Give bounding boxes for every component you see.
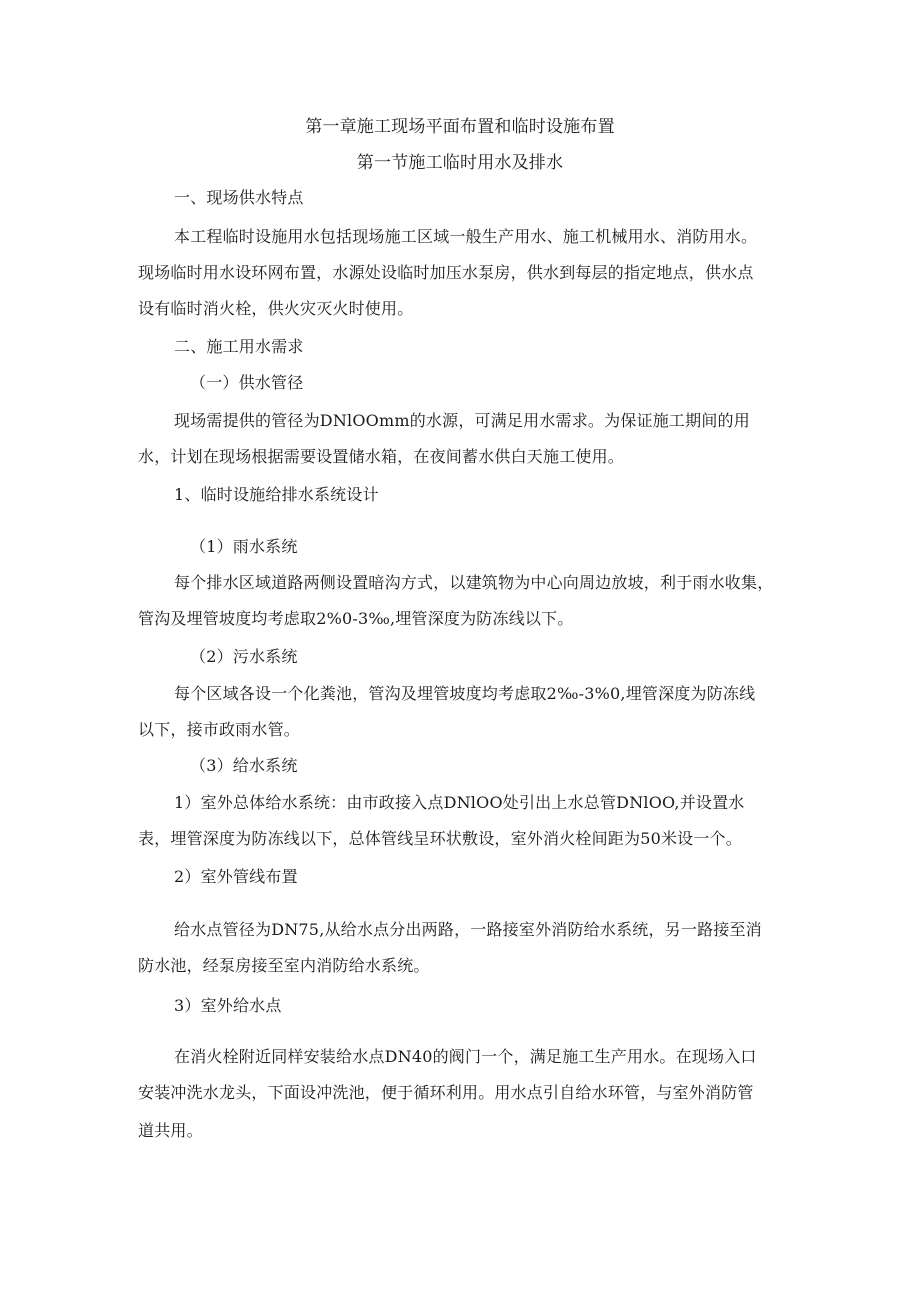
paragraph-line: 本工程临时设施用水包括现场施工区域一般生产用水、施工机械用水、消防用水。: [174, 227, 758, 246]
heading-water-demand: 二、施工用水需求: [174, 337, 304, 356]
heading-drainage-design: 1、临时设施给排水系统设计: [174, 485, 379, 504]
heading-outdoor-pipeline: 2）室外管线布置: [174, 867, 298, 886]
paragraph-line: 每个区域各设一个化粪池，管沟及埋管坡度均考虑取2‰-3%0,埋管深度为防冻线: [174, 684, 756, 703]
heading-rainwater-system: （1）雨水系统: [190, 537, 298, 556]
section-title: 第一节施工临时用水及排水: [356, 153, 564, 173]
paragraph-line: 安装冲洗水龙头，下面设冲洗池，便于循环利用。用水点引自给水环管，与室外消防管: [138, 1083, 754, 1102]
heading-water-supply-system: （3）给水系统: [190, 756, 298, 775]
heading-sewage-system: （2）污水系统: [190, 647, 298, 666]
paragraph-line: 现场临时用水设环网布置，水源处设临时加压水泵房，供水到每层的指定地点，供水点: [138, 263, 754, 282]
paragraph-line: 1）室外总体给水系统：由市政接入点DNlOO处引出上水总管DNlOO,并设置水: [174, 793, 745, 812]
heading-water-supply-features: 一、现场供水特点: [174, 188, 304, 207]
paragraph-line: 表，埋管深度为防冻线以下，总体管线呈环状敷设，室外消火栓间距为50米设一个。: [138, 829, 742, 848]
paragraph-line: 给水点管径为DN75,从给水点分出两路，一路接室外消防给水系统，另一路接至消: [174, 920, 762, 939]
paragraph-line: 水，计划在现场根据需要设置储水箱，在夜间蓄水供白天施工使用。: [138, 447, 625, 466]
paragraph-line: 管沟及埋管坡度均考虑取2%0-3‰,埋管深度为防冻线以下。: [138, 609, 574, 628]
paragraph-line: 每个排水区域道路两侧设置暗沟方式，以建筑物为中心向周边放坡，利于雨水收集，: [174, 573, 774, 592]
paragraph-line: 道共用。: [138, 1121, 203, 1140]
paragraph-line: 以下，接市政雨水管。: [138, 720, 301, 739]
heading-pipe-diameter: （一）供水管径: [190, 373, 304, 392]
paragraph-line: 在消火栓附近同样安装给水点DN40的阀门一个，满足施工生产用水。在现场入口: [174, 1047, 757, 1066]
paragraph-line: 设有临时消火栓，供火灾灭火时使用。: [138, 299, 414, 318]
paragraph-line: 现场需提供的管径为DNlOOmm的水源，可满足用水需求。为保证施工期间的用: [174, 411, 750, 430]
paragraph-line: 防水池，经泵房接至室内消防给水系统。: [138, 956, 430, 975]
heading-outdoor-supply-point: 3）室外给水点: [174, 996, 282, 1015]
chapter-title: 第一章施工现场平面布置和临时设施布置: [305, 117, 615, 137]
